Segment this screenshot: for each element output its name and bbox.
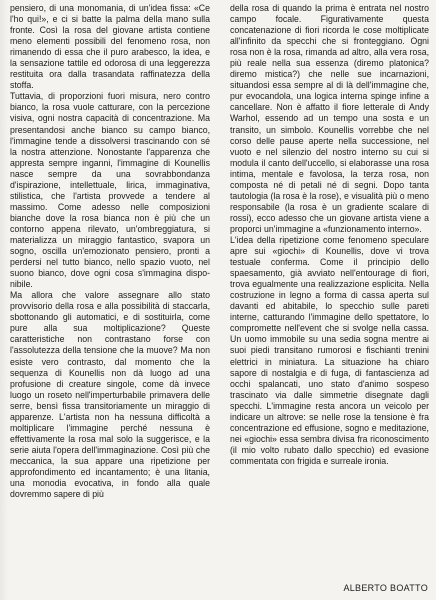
right-paragraph-1: della rosa di quando la prima è entrata nel nostro campo focale. Figurativamente questa concatenazione di fiori ricorda le cose moltiplicate all'infinito da specchi che si fronteggiano. Ogni rosa non è la rosa, rimanda ad altro, alla vera rosa, più reale nella sua essenza (diremo platonica? diremo mistica?) che nelle sue incarnazioni, situandosi essa sempre al di là dell'immagine che, pur evocandola, una logica interna spinge infine a cancellare. Non è affatto il fiore letterale di Andy Warhol, essendo ad un tempo una sosta e un transito, un simbolo. Kounellis vorrebbe che nel corso delle pause aperte nella successione, nel vuoto e nel silenzio del nostro interno su cui si modula il canto dell'uccello, si elaborasse una rosa intima, mentale e favolosa, la terza rosa, non composta né di petali né di segni. Dopo tanta tautologia (la rosa è la rose), e visualità più o meno responsabile (la rosa è un gradiente scalare di rossi), ecco adesso che un giovane artista viene a proporci un'immagine a «funzionamento interno». [230, 3, 429, 234]
left-paragraph-3: Ma allora che valore assegnare allo stato provvisorio della rosa e alla possibilità di staccarla, sbottonando gli automatici, e di sostituirla, come pure alla sua moltiplicazione? Queste caratteristiche non contrastano forse con l'assolutezza della tensione che la muove? Ma non esiste vero contrasto, dal momento che la sequenza di Kounellis non dà luogo ad una profusione di creature singole, come dà invece luogo un roseto nell'imperturbabile primavera delle serre, bensì fissa transitoriamente un miraggio di apparenze. L'artista non ha nessuna difficoltà a moltiplicare l'immagine perché nessuna è effettivamente la rosa mal solo la suggerisce, e la serie aiuta l'opera dell'immaginazione. Così più che meccanica, la sua appare una ripetizione per approfondimento ed incantamento; è una litania, una monodia evocativa, in fondo alla quale dovremmo sapere di più [10, 290, 210, 500]
right-paragraph-2: L'idea della ripetizione come fenomeno speculare apre sui «giochi» di Kounellis, dove vi trova testuale conferma. Come il principio dello spaesamento, già avviato nell'entourage di fiori, trova egualmente una realizzazione esplicita. Nella costruzione in legno a forma di cassa aperta sul davanti ed abitabile, lo specchio sulle pareti interne, catturando l'immagine dello spettatore, lo compromette nell'event che si svolge nella cassa. Un uomo immobile su una sedia sogna mentre ai suoi piedi transitano rumorosi e fischianti trenini elettrici in miniatura. La situazione ha chiaro sapore di nostalgia e di fuga, di fantascienza ad occhi spalancati, uno stato d'animo sospeso trascinato via dalle simmetrie disegnate dagli specchi. L'immagine resta ancora un veicolo per indicare un altrove: se nelle rose la tensione è fra concentrazione ed effusione, sogno e meditazione, nei «giochi» essa sembra divisa fra riconoscimento (il mio volto rubato dallo specchio) ed evasione commentata con frigida e surreale ironia. [230, 234, 429, 466]
left-paragraph-1: pensiero, di una monomania, di un'idea fissa: «Ce l'ho qui!», e ci si batte la palma della mano sulla fronte. Così la rosa del giovane artista contiene meno elementi possibili del fenomeno rosa, non rimanendo di essa che il puro arabesco, la idea, e la sensazione tattile ed odorosa di una leggerezza restituita ora dalla trasandata raffinatezza della stoffa. [10, 3, 210, 91]
left-text-column [10, 3, 210, 500]
right-text-column [230, 3, 429, 467]
left-paragraph-2: Tuttavia, di proporzioni fuori misura, nero contro bianco, la rosa vuole catturare, con la percezione visiva, ogni nostra capacità di concentrazione. Ma presentandosi anche bianco su campo bianco, l'immagine tende a dissolversi trascinando con sé la nostra attenzione. Nonostante l'apparenza che appresta sempre inganni, l'immagine di Kounellis nasce sempre da una sovrabbondanza d'ispirazione, intellettuale, lirica, immaginativa, stilistica, che l'artista provvede a tendere al massimo. Come adesso nelle composizioni bianche dove la rosa bianca non è più che un contorno appena rilevato, un'ombreggiatura, si materializza un miraggio fantastico, svapora un sogno, oscilla un'emozionato pensiero, pronti a perdersi nel tutto bianco, nello spazio vuoto, nel suono bianco, dove ogni cosa s'immagina disponibile. [10, 91, 210, 290]
author-signature: ALBERTO BOATTO [343, 583, 428, 593]
